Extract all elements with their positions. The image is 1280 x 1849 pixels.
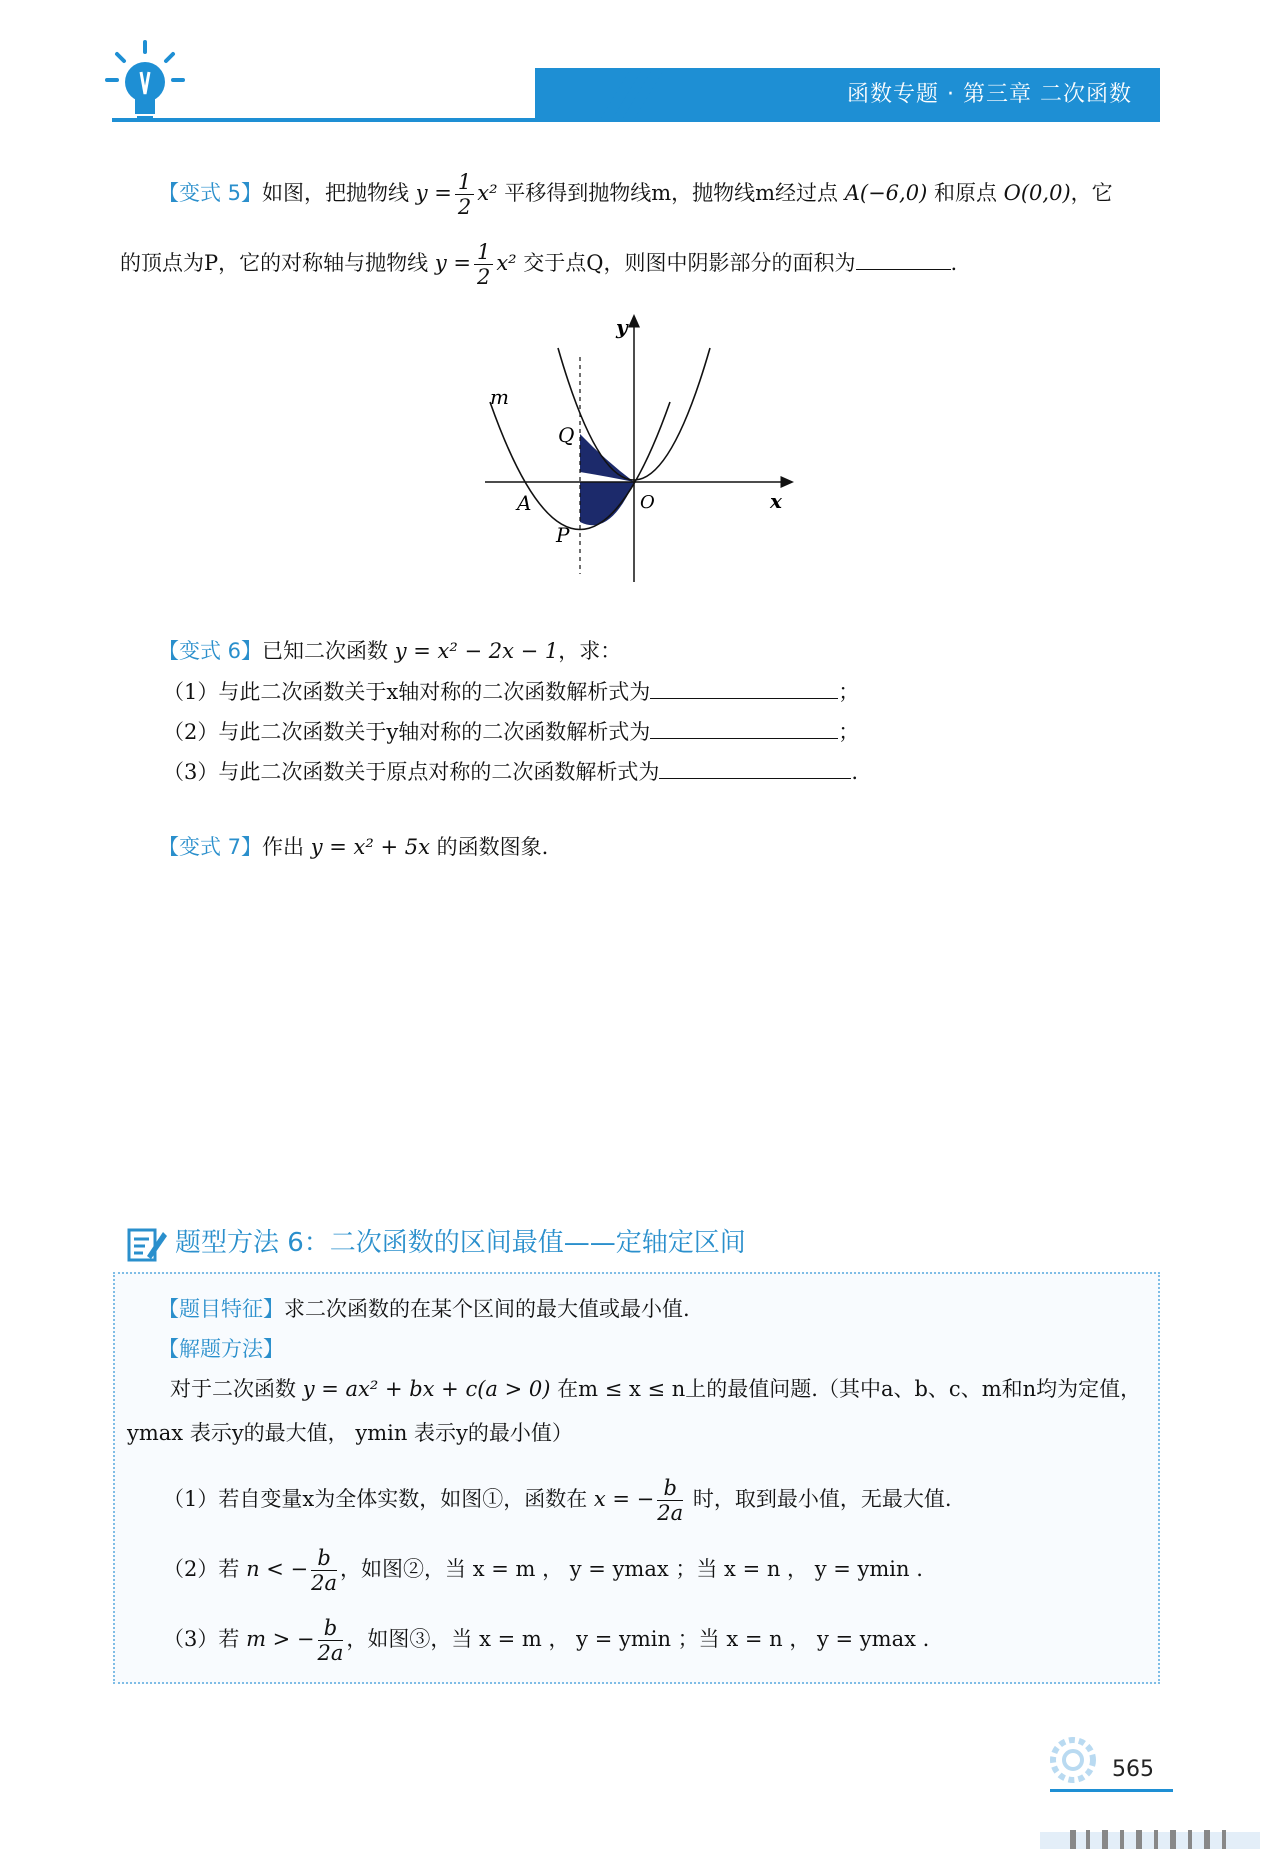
answer-blank: [856, 247, 951, 270]
answer-blank: [650, 716, 838, 739]
v6-item-1: （1）与此二次函数关于x轴对称的二次函数解析式为 ；: [163, 676, 859, 707]
method-p1: 对于二次函数 y = ax² + bx + c(a > 0) 在m ≤ x ≤ n上的最值问题.（其中a、b、c、m和n均为定值，: [170, 1377, 1142, 1401]
label-y: y: [616, 315, 628, 339]
method-p2: ymax 表示y的最大值， ymin 表示y的最小值）: [127, 1421, 573, 1445]
label-P: P: [556, 523, 570, 547]
v5-line2: 的顶点为P，它的对称轴与抛物线 y = $\frac{1}{2}$ x² 交于点Q，则图中阴影部分的面积为 .: [120, 240, 958, 289]
answer-blank: [659, 756, 851, 779]
v6-line: 【变式 6】已知二次函数 y = x² − 2x − 1，求：: [158, 639, 622, 663]
header-rule: [112, 118, 1160, 122]
method-solve-tag: 【解题方法】: [158, 1337, 284, 1361]
method-title: 题型方法 6：二次函数的区间最值——定轴定区间: [175, 1228, 746, 1258]
label-x: x: [770, 489, 782, 513]
page-number-rule: [1050, 1789, 1173, 1792]
gear-icon: [1045, 1732, 1110, 1787]
label-Q: Q: [558, 423, 575, 447]
parabola-graph: [470, 312, 800, 592]
fraction-half: $\frac{1}{2}$: [455, 170, 474, 219]
v5-line1: 【变式 5】如图，把抛物线 y = $\frac{1}{2}$ x² 平移得到抛物线m，抛物线m经过点 A(−6,0) 和原点 O(0,0)，它: [158, 170, 1113, 219]
method-feature: 【题目特征】求二次函数的在某个区间的最大值或最小值.: [158, 1297, 690, 1321]
header-stripes: [515, 68, 725, 118]
note-edit-icon: [127, 1226, 167, 1262]
label-A: A: [517, 491, 532, 515]
v7-line: 【变式 7】作出 y = x² + 5x 的函数图象.: [158, 835, 549, 859]
lightbulb-icon: [105, 38, 185, 128]
label-O: O: [640, 492, 655, 513]
label-m: m: [490, 385, 509, 409]
page-number: 565: [1112, 1757, 1154, 1782]
method-case-1: （1）若自变量x为全体实数，如图①，函数在 x = − $\frac{b}{2a}$ 时，取到最小值，无最大值.: [163, 1476, 952, 1525]
method-case-2: （2）若 n < − $\frac{b}{2a}$ ，如图②，当 x = m ， y = ymax ；当 x = n ， y = ymin .: [163, 1546, 923, 1595]
chapter-title: 函数专题 · 第三章 二次函数: [847, 82, 1132, 107]
shaded-region: [580, 434, 634, 482]
page-edge-bars: [1040, 1828, 1260, 1849]
method-case-3: （3）若 m > − $\frac{b}{2a}$ ，如图③，当 x = m ， y = ymin ；当 x = n ， y = ymax .: [163, 1616, 930, 1665]
v5-tag: 【变式 5】: [158, 181, 263, 205]
answer-blank: [650, 676, 838, 699]
v6-item-3: （3）与此二次函数关于原点对称的二次函数解析式为 .: [163, 756, 858, 787]
v6-item-2: （2）与此二次函数关于y轴对称的二次函数解析式为 ；: [163, 716, 859, 747]
